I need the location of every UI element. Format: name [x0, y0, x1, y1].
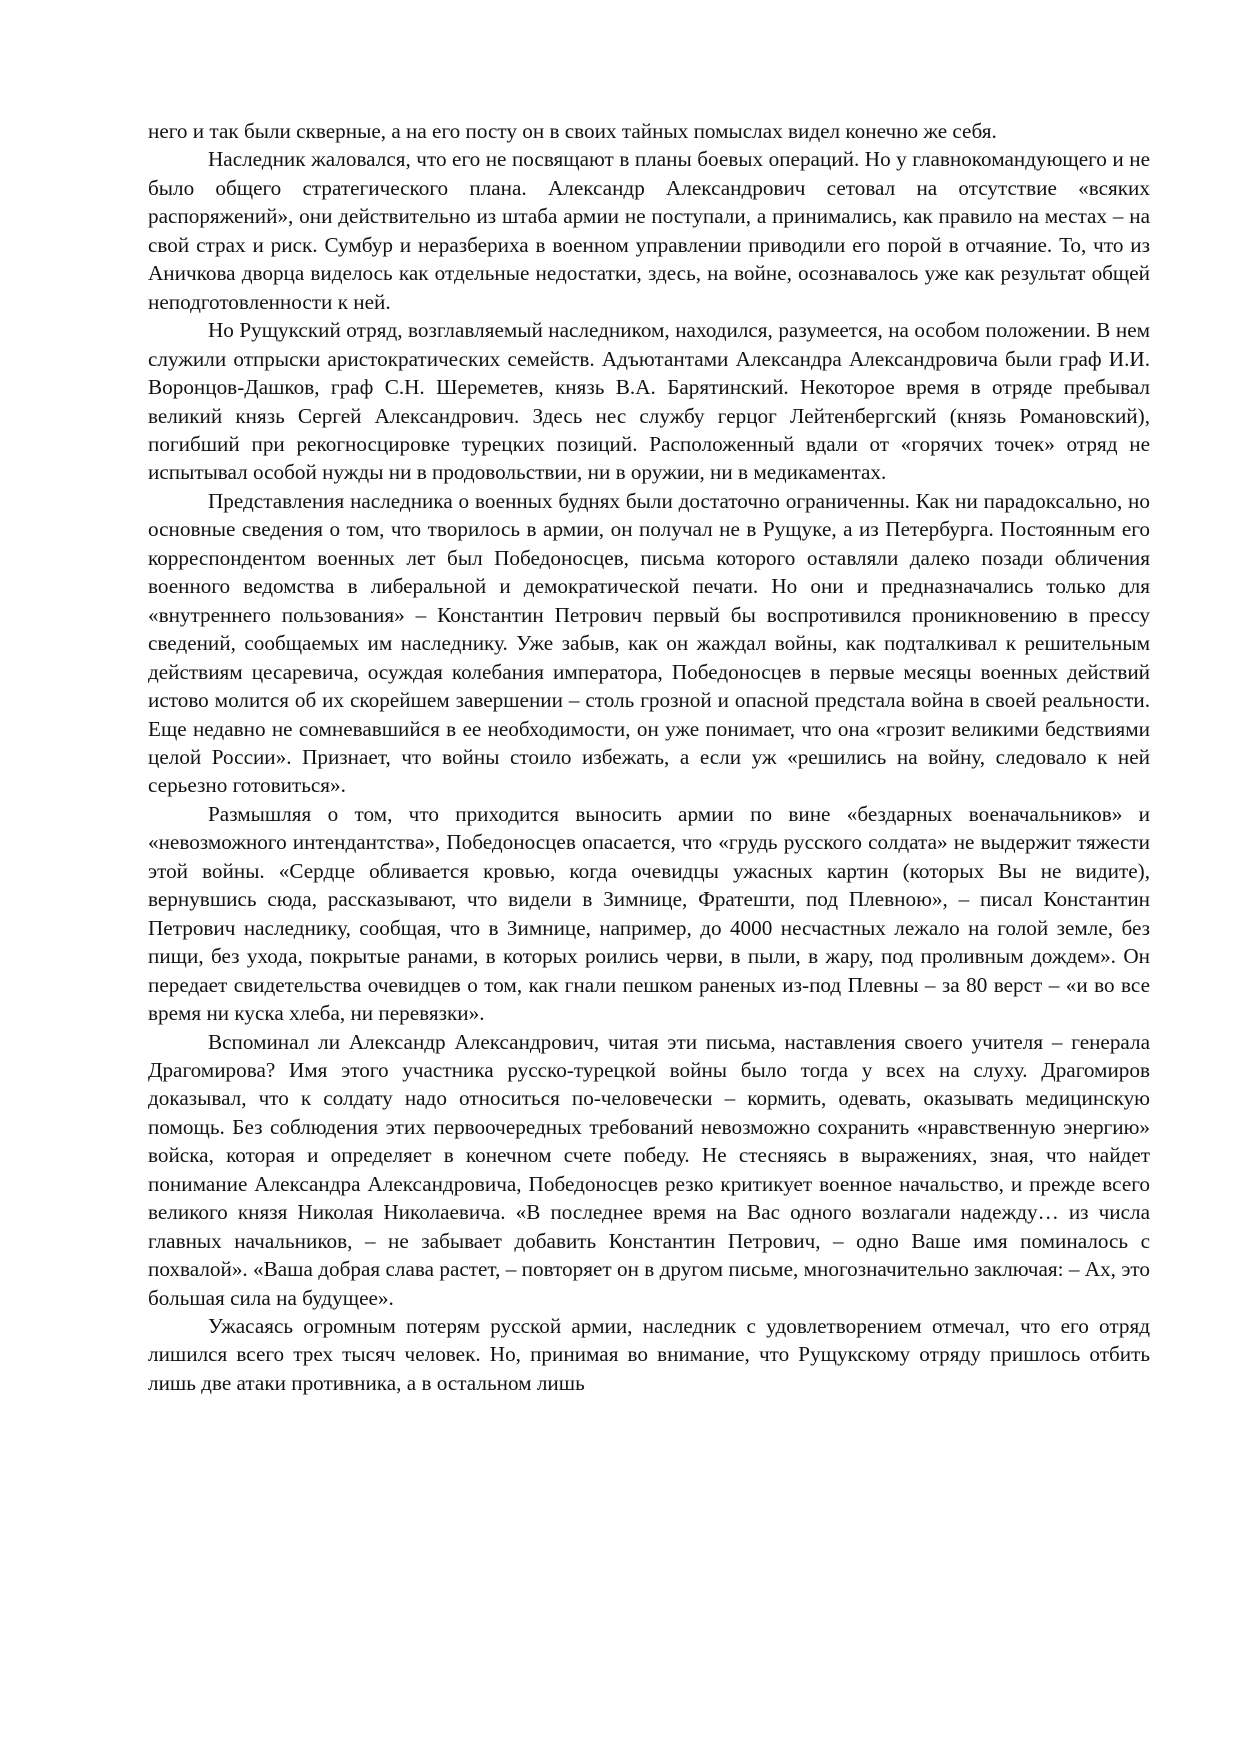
paragraph-losses: Ужасаясь огромным потерям русской армии, наследник с удовлетворением отмечал, что его отряд лишился всего трех тысяч человек. Но, принимая во внимание, что Рущукскому отряду пришлось отбить лишь две атаки противника, а в остальном лишь: [148, 1314, 1150, 1395]
paragraph-ruschuk-detachment: Но Рущукский отряд, возглавляемый наследником, находился, разумеется, на особом положении. В нем служили отпрыски аристократических семейств. Адъютантами Александра Александровича были граф И.И. Воронцов-Дашков, граф С.Н. Шереметев, князь В.А. Барятинский. Некоторое время в отряде пребывал великий князь Сергей Александрович. Здесь нес службу герцог Лейтенбергский (князь Романовский), погибший при рекогносцировке турецких позиций. Расположенный вдали от «горячих точек» отряд не испытывал особой нужды ни в продовольствии, ни в оружии, ни в медикаментах.: [148, 318, 1150, 485]
paragraph-dragomirov: Вспоминал ли Александр Александрович, читая эти письма, наставления своего учителя – генерала Драгомирова? Имя этого участника русско-турецкой войны было тогда у всех на слуху. Драгомиров доказывал, что к солдату надо относиться по-человечески – кормить, одевать, оказывать медицинскую помощь. Без соблюдения этих первоочередных требований невозможно сохранить «нравственную энергию» войска, которая и определяет в конечном счете победу. Не стесняясь в выражениях, зная, что найдет понимание Александра Александровича, Победоносцев резко критикует военное начальство, и прежде всего великого князя Николая Николаевича. «В последнее время на Вас одного возлагали надежду… из числа главных начальников, – не забывает добавить Константин Петрович, – одно Ваше имя поминалось с похвалой». «Ваша добрая слава растет, – повторяет он в другом письме, многозначительно заключая: – Ах, это большая сила на будущее».: [148, 1029, 1150, 1310]
paragraph-heir-knowledge: Представления наследника о военных буднях были достаточно ограниченны. Как ни парадоксально, но основные сведения о том, что творилось в армии, он получал не в Рущуке, а из Петербурга. Постоянным его корреспондентом военных лет был Победоносцев, письма которого оставляли далеко позади обличения военного ведомства в либеральной и демократической печати. Но они и предназначались только для «внутреннего пользования» – Константин Петрович первый бы воспротивился проникновению в прессу сведений, сообщаемых им наследнику. Уже забыв, как он жаждал войны, как подталкивал к решительным действиям цесаревича, осуждая колебания императора, Победоносцев в первые месяцы военных действий истово молится об их скорейшем завершении – столь грозной и опасной предстала война в своей реальности. Еще недавно не сомневавшийся в ее необходимости, он уже понимает, что она «грозит великими бедствиями целой России». Признает, что войны стоило избежать, а если уж «решились на войну, следовало к ней серьезно готовиться».: [148, 488, 1150, 798]
paragraph-continued: него и так были скверные, а на его посту он в своих тайных помыслах видел конечно же себя.: [148, 119, 997, 143]
document-page: [148, 117, 1150, 1397]
paragraph-heir-complaints: Наследник жаловался, что его не посвящают в планы боевых операций. Но у главнокомандующего и не было общего стратегического плана. Александр Александрович сетовал на отсутствие «всяких распоряжений», они действительно из штаба армии не поступали, а принимались, как правило на местах – на свой страх и риск. Сумбур и неразбериха в военном управлении приводили его порой в отчаяние. То, что из Аничкова дворца виделось как отдельные недостатки, здесь, на войне, осознавалось уже как результат общей неподготовленности к ней.: [148, 147, 1150, 314]
paragraph-pobedonostsev-fears: Размышляя о том, что приходится выносить армии по вине «бездарных военачальников» и «невозможного интендантства», Победоносцев опасается, что «грудь русского солдата» не выдержит тяжести этой войны. «Сердце обливается кровью, когда очевидцы ужасных картин (которых Вы не видите), вернувшись сюда, рассказывают, что видели в Зимнице, Фратешти, под Плевною», – писал Константин Петрович наследнику, сообщая, что в Зимнице, например, до 4000 несчастных лежало на голой земле, без пищи, без ухода, покрытые ранами, в которых роились черви, в пыли, в жару, под проливным дождем». Он передает свидетельства очевидцев о том, как гнали пешком раненых из-под Плевны – за 80 верст – «и во все время ни куска хлеба, ни перевязки».: [148, 801, 1150, 1026]
